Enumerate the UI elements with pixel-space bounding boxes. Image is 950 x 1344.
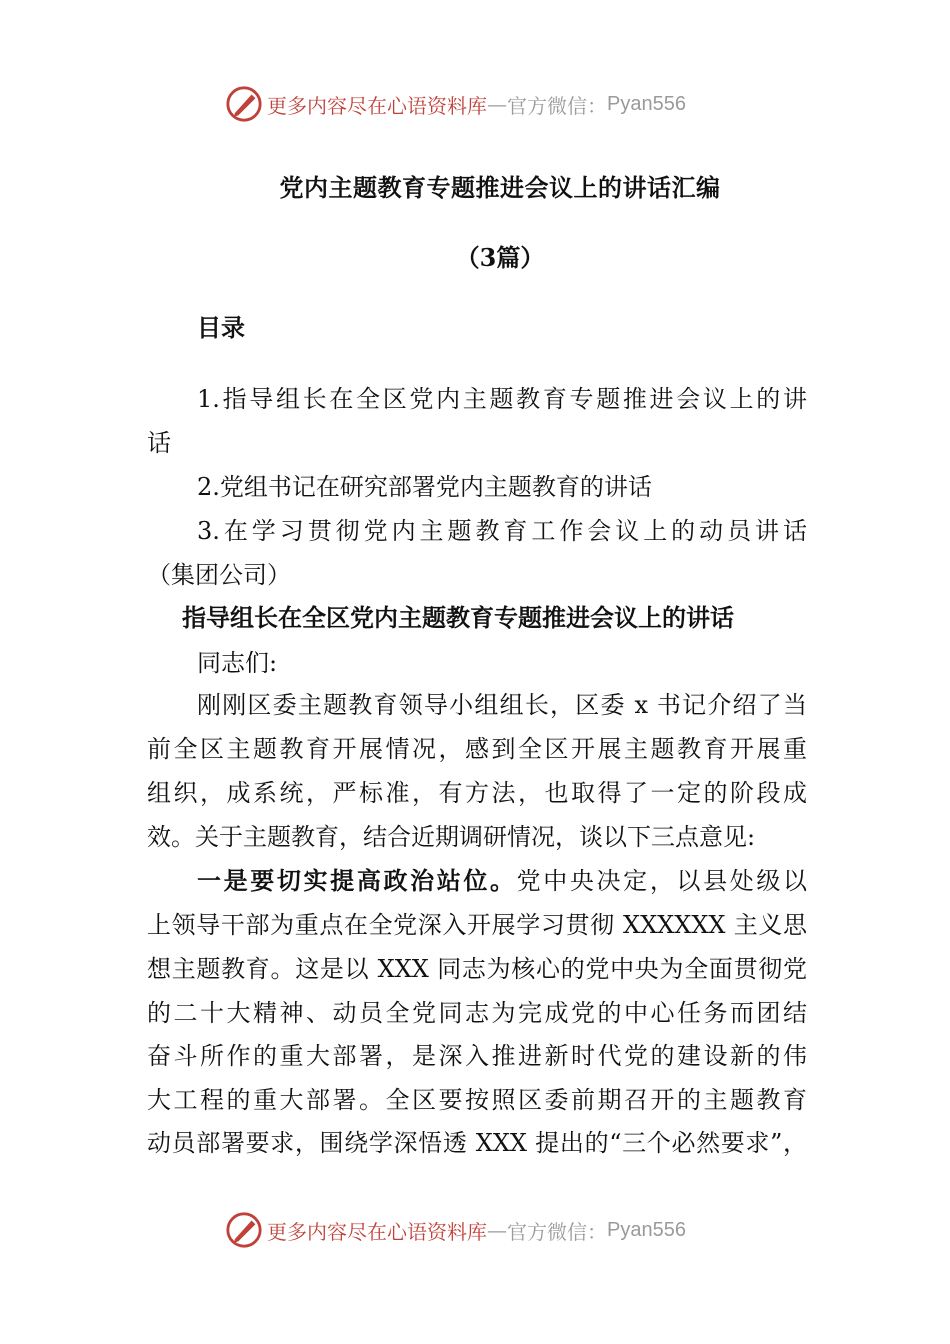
paragraph-2-line: 动员部署要求，围绕学深悟透 XXX 提出的“三个必然要求”， bbox=[147, 1129, 807, 1157]
paragraph-1-line: 前全区主题教育开展情况，感到全区开展主题教育开展重 bbox=[147, 735, 807, 763]
speech-greeting: 同志们: bbox=[197, 649, 278, 677]
paragraph-2-first-line bbox=[197, 866, 807, 896]
paragraph-1-line: 效。关于主题教育，结合近期调研情况，谈以下三点意见: bbox=[147, 823, 756, 851]
toc-item-3-cont: （集团公司） bbox=[147, 561, 291, 589]
speech-heading: 指导组长在全区党内主题教育专题推进会议上的讲话 bbox=[182, 603, 734, 632]
watermark-code: Pyan556 bbox=[607, 92, 686, 115]
paragraph-2-line: 想主题教育。这是以 XXX 同志为核心的党中央为全面贯彻党 bbox=[147, 955, 807, 983]
paragraph-2-lead: 一是要切实提高政治站位。 bbox=[197, 866, 517, 895]
watermark-dash: — bbox=[487, 92, 507, 116]
document-title: 党内主题教育专题推进会议上的讲话汇编 bbox=[279, 173, 721, 202]
toc-item-1: 1.指导组长在全区党内主题教育专题推进会议上的讲 bbox=[197, 385, 807, 413]
toc-heading: 目录 bbox=[197, 313, 245, 342]
watermark-red-text: 更多内容尽在心语资料库 bbox=[267, 93, 487, 118]
paragraph-2-line: 大工程的重大部署。全区要按照区委前期召开的主题教育 bbox=[147, 1086, 807, 1114]
watermark-header bbox=[225, 84, 686, 124]
watermark-footer bbox=[225, 1210, 686, 1250]
paragraph-1-line: 组织，成系统，严标准，有方法，也取得了一定的阶段成 bbox=[147, 779, 807, 807]
document-subtitle: （3篇） bbox=[455, 243, 545, 272]
paragraph-2-line: 上领导干部为重点在全党深入开展学习贯彻 XXXXXX 主义思 bbox=[147, 911, 807, 939]
pen-logo-icon bbox=[225, 1211, 263, 1249]
paragraph-1-line: 刚刚区委主题教育领导小组组长，区委 x 书记介绍了当 bbox=[197, 691, 807, 719]
watermark-red-text: 更多内容尽在心语资料库 bbox=[267, 1219, 487, 1244]
toc-item-1-cont: 话 bbox=[147, 429, 171, 457]
paragraph-2-lead-rest: 党中央决定，以县处级以 bbox=[516, 867, 808, 895]
paragraph-2-line: 奋斗所作的重大部署，是深入推进新时代党的建设新的伟 bbox=[147, 1042, 807, 1070]
toc-item-2: 2.党组书记在研究部署党内主题教育的讲话 bbox=[197, 473, 652, 501]
watermark-code: Pyan556 bbox=[607, 1218, 686, 1241]
toc-item-3: 3.在学习贯彻党内主题教育工作会议上的动员讲话 bbox=[197, 517, 807, 545]
watermark-grey-text: 官方微信： bbox=[507, 1219, 607, 1244]
watermark-grey-text: 官方微信： bbox=[507, 93, 607, 118]
watermark-dash: — bbox=[487, 1218, 507, 1242]
paragraph-2-line: 的二十大精神、动员全党同志为完成党的中心任务而团结 bbox=[147, 999, 807, 1027]
pen-logo-icon bbox=[225, 85, 263, 123]
